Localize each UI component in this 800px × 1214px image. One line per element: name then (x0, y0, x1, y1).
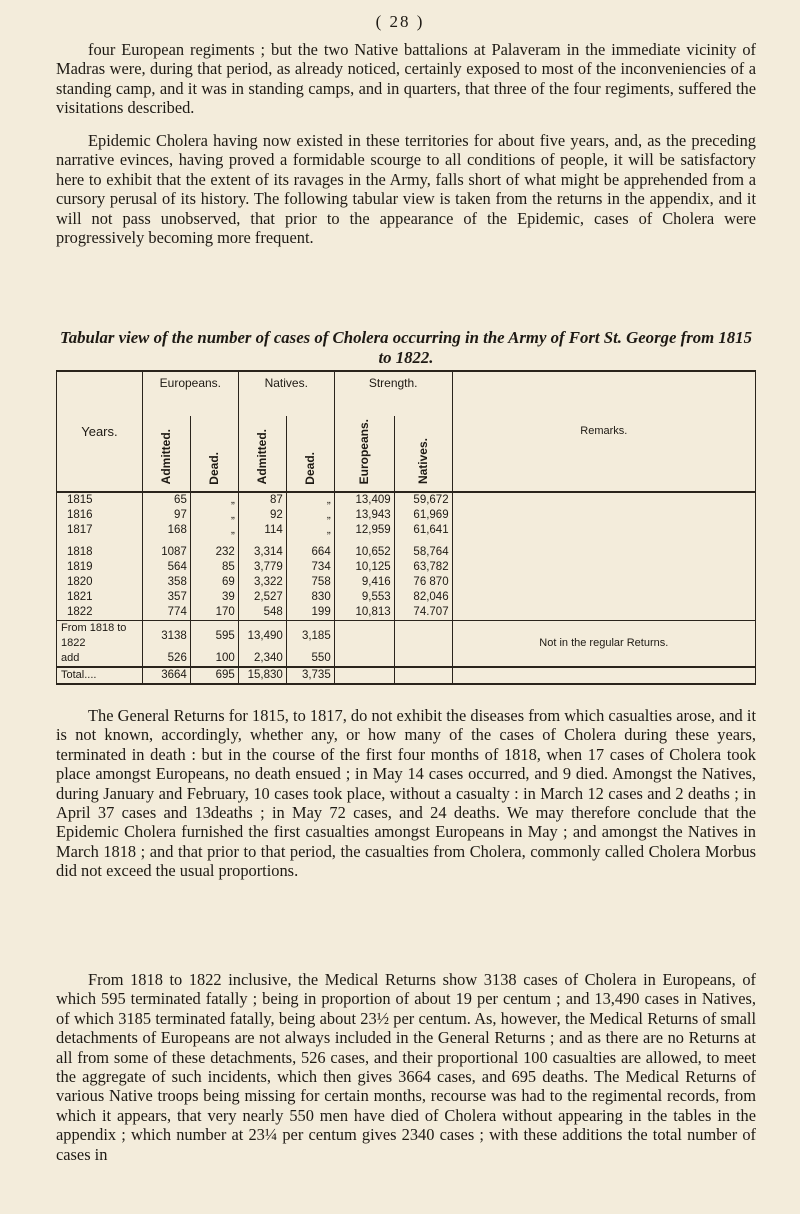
table-spacer (57, 538, 756, 545)
header-remarks: Remarks. (452, 371, 755, 492)
cell-remarks (452, 492, 755, 508)
cell-s-europeans (334, 651, 394, 667)
cell-n-admitted: 2,527 (238, 590, 286, 605)
header-strength-europeans: Europeans. (334, 416, 394, 492)
paragraph-general-returns: The General Returns for 1815, to 1817, do not exhibit the diseases from which casualties arose, and it is not known, accordingly, whether any, or how many of the cases of Cholera during these years, terminated in death : but in the course of the first four months of 1818, when 17 cases of Cholera took place amongst Europeans, no death ensued ; in May 14 cases occurred, and 9 died. Amongst the Natives, during January and February, 10 cases took place, without a casualty : in March 12 cases and 2 deaths ; in April 37 cases and 13deaths ; in May 72 cases, and 24 deaths. We may therefore conclude that the Epidemic Cholera furnished the first casualties amongst Europeans in May ; and amongst the Natives in March 1818 ; and that prior to that period, the casualties from Cholera, commonly called Cholera Morbus did not exceed the usual proportions. (56, 706, 756, 881)
cell-n-admitted: 3,314 (238, 545, 286, 560)
header-strength-natives: Natives. (394, 416, 452, 492)
table-row-1815 (57, 492, 756, 508)
cell-n-admitted: 3,779 (238, 560, 286, 575)
cell-n-admitted: 114 (238, 523, 286, 538)
cell-n-admitted: 87 (238, 492, 286, 508)
cell-label: add (57, 651, 143, 667)
table-row-1822 (57, 605, 756, 621)
cell-label: Total.... (57, 667, 143, 684)
cell-e-dead: 170 (190, 605, 238, 621)
cell-s-europeans (334, 621, 394, 652)
cell-s-europeans: 9,553 (334, 590, 394, 605)
cell-s-natives: 74.707 (394, 605, 452, 621)
cell-e-admitted: 3664 (142, 667, 190, 684)
cell-n-dead: „ (286, 492, 334, 508)
cell-e-admitted: 3138 (142, 621, 190, 652)
table-row-1821 (57, 590, 756, 605)
cell-n-admitted: 13,490 (238, 621, 286, 652)
cell-e-admitted: 564 (142, 560, 190, 575)
cell-e-admitted: 358 (142, 575, 190, 590)
header-europeans: Europeans. (142, 371, 238, 416)
cholera-table (56, 370, 756, 685)
cell-n-dead: 550 (286, 651, 334, 667)
cell-year: 1822 (57, 605, 143, 621)
cell-e-dead: 85 (190, 560, 238, 575)
cell-e-dead: „ (190, 508, 238, 523)
cell-s-europeans: 13,409 (334, 492, 394, 508)
header-years: Years. (57, 371, 143, 492)
cell-n-admitted: 92 (238, 508, 286, 523)
header-natives-admitted: Admitted. (238, 416, 286, 492)
remark-not-regular-returns: Not in the regular Returns. (452, 621, 755, 668)
cell-n-dead: 830 (286, 590, 334, 605)
cell-s-natives (394, 667, 452, 684)
table-row-total (57, 667, 756, 684)
cell-n-dead: 3,185 (286, 621, 334, 652)
table-row-1820 (57, 575, 756, 590)
cell-e-admitted: 65 (142, 492, 190, 508)
cell-n-admitted: 3,322 (238, 575, 286, 590)
cell-s-natives (394, 621, 452, 652)
cell-n-dead: „ (286, 523, 334, 538)
table-row-1818 (57, 545, 756, 560)
table-row-1817 (57, 523, 756, 538)
cell-s-europeans: 10,652 (334, 545, 394, 560)
cell-remarks (452, 545, 755, 560)
cell-n-dead: „ (286, 508, 334, 523)
cell-n-dead: 664 (286, 545, 334, 560)
cell-remarks (452, 605, 755, 621)
cell-e-dead: 69 (190, 575, 238, 590)
cell-s-natives: 63,782 (394, 560, 452, 575)
table-row-1816 (57, 508, 756, 523)
cell-n-dead: 3,735 (286, 667, 334, 684)
cell-s-natives: 61,969 (394, 508, 452, 523)
paragraph-epidemic: Epidemic Cholera having now existed in these territories for about five years, and, as the preceding narrative evinces, having proved a formidable scourge to all conditions of people, it will be satisfactory here to exhibit that the extent of its ravages in the Army, falls short of what might be apprehended from a cursory perusal of its history. The following tabular view is taken from the returns in the appendix, and it will not pass unobserved, that prior to the appearance of the Epidemic, cases of Cholera were progressively becoming more frequent. (56, 131, 756, 248)
cell-year: 1818 (57, 545, 143, 560)
cell-n-dead: 199 (286, 605, 334, 621)
cell-e-dead: „ (190, 523, 238, 538)
cell-s-natives: 76 870 (394, 575, 452, 590)
cell-e-dead: 595 (190, 621, 238, 652)
cell-e-dead: 232 (190, 545, 238, 560)
cell-e-admitted: 526 (142, 651, 190, 667)
cell-s-europeans: 13,943 (334, 508, 394, 523)
cell-year: 1815 (57, 492, 143, 508)
table-caption: Tabular view of the number of cases of Cholera occurring in the Army of Fort St. George from 1815 to 1822. (60, 328, 752, 367)
cell-year: 1816 (57, 508, 143, 523)
cell-remarks (452, 667, 755, 684)
cell-e-dead: 100 (190, 651, 238, 667)
cell-e-admitted: 357 (142, 590, 190, 605)
cell-s-europeans: 12,959 (334, 523, 394, 538)
cell-remarks (452, 523, 755, 538)
cell-e-admitted: 1087 (142, 545, 190, 560)
header-strength: Strength. (334, 371, 452, 416)
table-header-row-groups (57, 371, 756, 416)
cell-label: From 1818 to 1822 (57, 621, 143, 652)
cell-s-natives: 61,641 (394, 523, 452, 538)
cell-year: 1817 (57, 523, 143, 538)
header-natives-dead: Dead. (286, 416, 334, 492)
cell-remarks (452, 508, 755, 523)
cell-year: 1820 (57, 575, 143, 590)
paragraph-medical-returns: From 1818 to 1822 inclusive, the Medical Returns show 3138 cases of Cholera in Europeans, of which 595 terminated fatally ; being in proportion of about 19 per centum ; and 13,490 cases in Natives, of which 3185 terminated fatally, being about 23½ per centum. As, however, the Medical Returns of small detachments of Europeans are not always included in the General Returns ; and as there are no Returns at all from some of these detachments, 526 cases, and their proportional 100 casualties are allowed, to meet the aggregate of such incidents, which then gives 3664 cases, and 695 deaths. The Medical Returns of various Native troops being missing for certain months, recourse was had to the regimental records, from which it appears, that very nearly 550 men have died of Cholera without appearing in the tables in the appendix ; which number at 23¼ per centum gives 2340 cases ; with these additions the total number of cases in (56, 970, 756, 1164)
cell-e-admitted: 168 (142, 523, 190, 538)
cell-s-europeans: 10,125 (334, 560, 394, 575)
cell-year: 1821 (57, 590, 143, 605)
cell-s-europeans: 10,813 (334, 605, 394, 621)
paragraph-intro: four European regiments ; but the two Native battalions at Palaveram in the immediate vicinity of Madras were, during that period, as already noticed, certainly exposed to most of the inconveniencies of a standing camp, and it was in standing camps, and in quarters, that three of the four regiments, suffered the visitations described. (56, 40, 756, 118)
cell-n-admitted: 548 (238, 605, 286, 621)
header-europeans-dead: Dead. (190, 416, 238, 492)
cell-s-natives: 58,764 (394, 545, 452, 560)
table-row-1819 (57, 560, 756, 575)
header-europeans-admitted: Admitted. (142, 416, 190, 492)
cell-year: 1819 (57, 560, 143, 575)
cell-s-natives (394, 651, 452, 667)
cell-e-dead: „ (190, 492, 238, 508)
cell-s-natives: 59,672 (394, 492, 452, 508)
cell-n-admitted: 2,340 (238, 651, 286, 667)
cell-remarks (452, 590, 755, 605)
cell-n-admitted: 15,830 (238, 667, 286, 684)
cell-e-admitted: 97 (142, 508, 190, 523)
cell-n-dead: 758 (286, 575, 334, 590)
cell-remarks (452, 560, 755, 575)
page-number: ( 28 ) (375, 12, 425, 31)
table-row-from-1818-to-1822 (57, 621, 756, 652)
cell-s-europeans (334, 667, 394, 684)
cell-n-dead: 734 (286, 560, 334, 575)
cell-e-dead: 695 (190, 667, 238, 684)
cell-e-admitted: 774 (142, 605, 190, 621)
cell-remarks (452, 575, 755, 590)
cell-e-dead: 39 (190, 590, 238, 605)
cell-s-europeans: 9,416 (334, 575, 394, 590)
header-natives: Natives. (238, 371, 334, 416)
cell-s-natives: 82,046 (394, 590, 452, 605)
